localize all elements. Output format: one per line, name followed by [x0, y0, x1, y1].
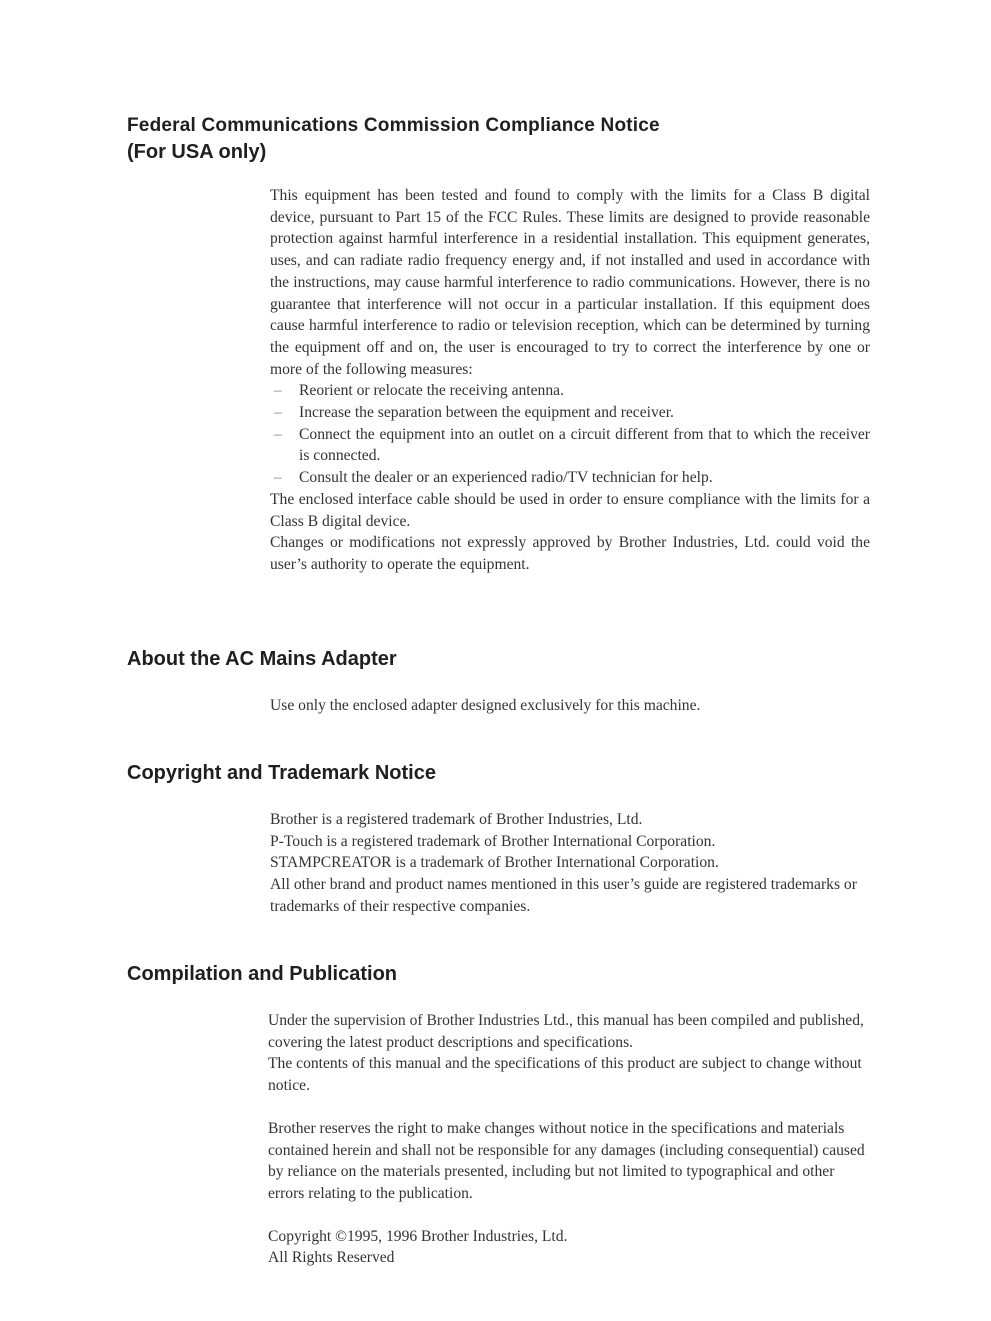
adapter-section-body — [270, 695, 870, 717]
adapter-text: Use only the enclosed adapter designed exclusively for this machine. — [270, 697, 701, 714]
compilation-paragraph: Under the supervision of Brother Industries Ltd., this manual has been compiled and published, covering the latest product descriptions and specifications. — [268, 1012, 864, 1051]
fcc-notice-body — [270, 185, 870, 576]
measure-text: Reorient or relocate the receiving antenna. — [299, 382, 564, 400]
copyright-line: Copyright ©1995, 1996 Brother Industries, Ltd. — [268, 1227, 568, 1245]
cable-note: The enclosed interface cable should be used in order to ensure compliance with the limits for a Class B digital device. — [270, 490, 870, 530]
list-item — [270, 467, 870, 489]
compilation-section-title: Compilation and Publication — [127, 963, 397, 985]
trademark-line: STAMPCREATOR is a trademark of Brother International Corporation. — [270, 854, 719, 872]
list-item — [270, 424, 870, 467]
compilation-paragraph: The contents of this manual and the specifications of this product are subject to change without notice. — [268, 1055, 862, 1095]
dash-bullet: – — [274, 382, 282, 400]
trademark-line: Brother is a registered trademark of Brother Industries, Ltd. — [270, 811, 643, 828]
adapter-section-title: About the AC Mains Adapter — [127, 648, 397, 670]
fcc-measures-list — [270, 380, 870, 489]
dash-bullet: – — [274, 425, 282, 443]
changes-note: Changes or modifications not expressly approved by Brother Industries, Ltd. could void the user’s authority to operate the equipment. — [270, 534, 870, 573]
compilation-paragraph: Brother reserves the right to make changes without notice in the specifications and materials contained herein and shall not be responsible for any damages (including consequential) caused by reliance on the materials presented, including but not limited to typographical and other errors relating to the publication. — [268, 1119, 865, 1202]
measure-text: Consult the dealer or an experienced radio/TV technician for help. — [299, 469, 713, 487]
measure-text: Connect the equipment into an outlet on a circuit different from that to which the receiver is connected. — [299, 425, 870, 465]
rights-line: All Rights Reserved — [268, 1249, 395, 1267]
list-item — [270, 380, 870, 402]
measure-text: Increase the separation between the equipment and receiver. — [299, 404, 674, 422]
compilation-section-body — [268, 1010, 868, 1269]
trademark-section-title: Copyright and Trademark Notice — [127, 762, 436, 784]
fcc-notice-subtitle: (For USA only) — [127, 141, 267, 163]
fcc-notice-title: Federal Communications Commission Compliance Notice — [127, 115, 660, 136]
trademark-line: P-Touch is a registered trademark of Brother International Corporation. — [270, 832, 716, 850]
list-item — [270, 402, 870, 424]
trademark-section-body — [270, 809, 870, 918]
dash-bullet: – — [274, 469, 282, 487]
dash-bullet: – — [274, 404, 282, 422]
trademark-line: All other brand and product names mentioned in this user’s guide are registered trademarks or trademarks of their respective companies. — [270, 876, 857, 915]
fcc-paragraph: This equipment has been tested and found to comply with the limits for a Class B digital device, pursuant to Part 15 of the FCC Rules. These limits are designed to provide reasonable protection against harmful interference in a residential installation. This equipment generates, uses, and can radiate radio frequency energy and, if not installed and used in accordance with the instructions, may cause harmful interference to radio communications. However, there is no guarantee that interference will not occur in a particular installation. If this equipment does cause harmful interference to radio or television reception, which can be determined by turning the equipment off and on, the user is encouraged to try to correct the interference by one or more of the following measures: — [270, 187, 870, 378]
